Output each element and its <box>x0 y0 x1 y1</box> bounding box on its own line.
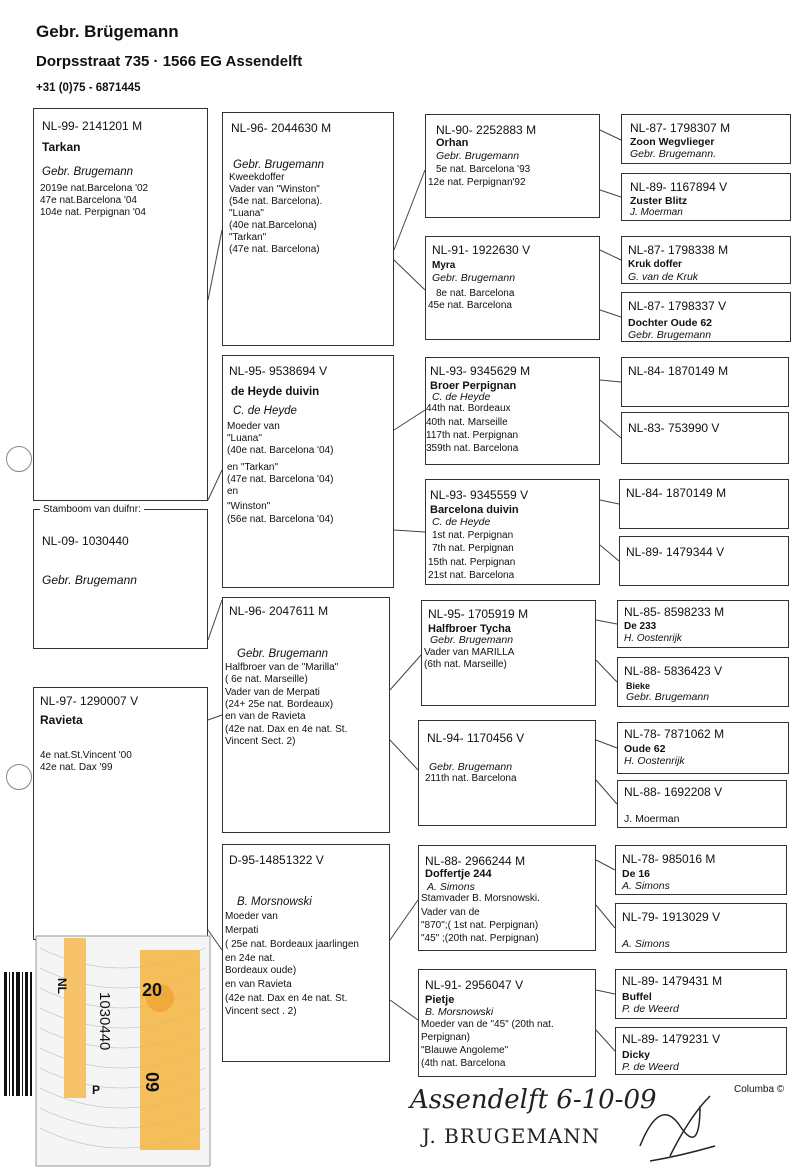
sire-name: Tarkan <box>42 140 81 154</box>
gen4-ring: NL-89- 1479344 V <box>626 545 725 559</box>
gen2-owner: C. de Heyde <box>233 405 297 417</box>
breeder-phone: +31 (0)75 - 6871445 <box>36 82 141 94</box>
gen3-line: 44th nat. Bordeaux <box>426 403 511 414</box>
gen2-ring: NL-95- 9538694 V <box>229 364 328 378</box>
gen3-line: 359th nat. Barcelona <box>426 443 519 454</box>
ring-card-number: 1030440 <box>96 992 113 1051</box>
dam-line: 42e nat. Dax '99 <box>40 762 113 773</box>
gen4-name: Zoon Wegvlieger <box>630 136 715 148</box>
gen4-owner: J. Moerman <box>630 207 683 218</box>
gen2-owner: B. Morsnowski <box>237 896 312 908</box>
gen2-line: Vader van de Merpati <box>225 687 320 698</box>
ring-card-prefix: NL <box>55 978 69 994</box>
gen3-line: (4th nat. Barcelona <box>421 1058 506 1069</box>
sire-line: 104e nat. Perpignan '04 <box>40 207 146 218</box>
gen3-ring: NL-91- 1922630 V <box>432 243 531 257</box>
gen3-owner: Gebr. Brugemann <box>436 150 520 162</box>
gen3-line: 117th nat. Perpignan <box>426 430 519 441</box>
gen3-line: 8e nat. Barcelona <box>436 288 515 299</box>
signature-scribble <box>630 1086 720 1166</box>
brand-mark: Columba © <box>734 1084 785 1095</box>
gen4-ring: NL-79- 1913029 V <box>622 910 721 924</box>
gen2-line: en 24e nat. <box>225 953 276 964</box>
gen4-owner: H. Oostenrijk <box>624 755 685 767</box>
gen3-line: Vader van de <box>421 907 480 918</box>
punch-hole <box>6 764 32 790</box>
sire-line: 2019e nat.Barcelona '02 <box>40 183 149 194</box>
dam-name: Ravieta <box>40 713 83 727</box>
gen3-line: 21st nat. Barcelona <box>428 570 515 581</box>
gen4-ring: NL-88- 1692208 V <box>624 785 723 799</box>
gen2-line: en van de Ravieta <box>225 711 306 722</box>
gen3-name: Halfbroer Tycha <box>428 623 511 635</box>
gen3-ring: NL-94- 1170456 V <box>427 731 525 745</box>
gen3-name: Myra <box>432 260 456 271</box>
gen4-name: Buffel <box>622 991 652 1003</box>
gen2-line: "Luana" <box>227 433 262 444</box>
gen2-line: (47e nat. Barcelona '04) <box>227 474 334 485</box>
gen4-ring: NL-78- 985016 M <box>622 852 716 866</box>
gen2-line: en van Ravieta <box>225 979 292 990</box>
gen4-ring: NL-89- 1167894 V <box>630 180 728 194</box>
gen4-owner: J. Moerman <box>624 813 680 825</box>
gen3-owner: A. Simons <box>427 881 475 893</box>
gen3-ring: NL-95- 1705919 M <box>428 607 529 621</box>
gen2-line: "Tarkan" <box>229 232 267 243</box>
gen2-line: ( 6e nat. Marseille) <box>225 674 308 685</box>
gen4-name: Kruk doffer <box>628 259 682 270</box>
gen3-line: "Blauwe Angoleme" <box>421 1045 509 1056</box>
gen3-line: 15th nat. Perpignan <box>428 557 516 568</box>
gen4-ring: NL-83- 753990 V <box>628 421 720 435</box>
handwritten-name: J. BRUGEMANN <box>422 1124 601 1148</box>
gen4-name: De 233 <box>624 621 657 632</box>
punch-hole <box>6 446 32 472</box>
gen4-ring: NL-87- 1798338 M <box>628 243 729 257</box>
ring-card <box>0 928 212 1168</box>
gen3-owner: C. de Heyde <box>432 391 491 403</box>
subject-ring: NL-09- 1030440 <box>42 534 129 548</box>
gen2-line: Vader van "Winston" <box>229 184 320 195</box>
breeder-name: Gebr. Brügemann <box>36 22 179 41</box>
gen3-line: Perpignan) <box>421 1032 470 1043</box>
gen2-line: (47e nat. Barcelona) <box>229 244 320 255</box>
gen2-line: (40e nat.Barcelona) <box>229 220 317 231</box>
gen3-line: 1st nat. Perpignan <box>432 530 514 541</box>
gen4-ring: NL-84- 1870149 M <box>628 364 729 378</box>
gen3-name: Pietje <box>425 994 455 1006</box>
gen4-name: Oude 62 <box>624 743 666 755</box>
gen4-owner: P. de Weerd <box>622 1061 679 1073</box>
gen3-line: "870";( 1st nat. Perpignan) <box>421 920 539 931</box>
ring-card-year-top: 20 <box>142 980 163 1000</box>
gen3-line: 12e nat. Perpignan'92 <box>428 177 526 188</box>
gen3-line: Vader van MARILLA <box>424 647 515 658</box>
gen3-ring: NL-93- 9345559 V <box>430 488 529 502</box>
gen4-ring: NL-87- 1798337 V <box>628 299 727 313</box>
gen3-ring: NL-88- 2966244 M <box>425 854 526 868</box>
gen4-name: Dochter Oude 62 <box>628 317 713 329</box>
sire-line: 47e nat.Barcelona '04 <box>40 195 137 206</box>
gen2-line: (42e nat. Dax en 4e nat. St. <box>225 724 348 735</box>
ring-card-year-bottom: 09 <box>142 1072 162 1093</box>
ring-card-letter: P <box>92 1083 101 1097</box>
dam-ring: NL-97- 1290007 V <box>40 694 139 708</box>
gen2-line: "Winston" <box>227 501 271 512</box>
gen4-ring: NL-87- 1798307 M <box>630 121 731 135</box>
gen2-ring: D-95-14851322 V <box>229 853 324 867</box>
gen4-ring: NL-85- 8598233 M <box>624 605 725 619</box>
gen4-owner: Gebr. Brugemann <box>628 329 712 341</box>
gen2-line: Merpati <box>225 925 259 936</box>
gen2-line: (56e nat. Barcelona '04) <box>227 514 334 525</box>
sire-owner: Gebr. Brugemann <box>42 166 133 178</box>
gen2-ring: NL-96- 2047611 M <box>229 604 329 618</box>
gen3-ring: NL-90- 2252883 M <box>436 123 537 137</box>
gen3-ring: NL-93- 9345629 M <box>430 364 531 378</box>
gen2-ring: NL-96- 2044630 M <box>231 121 332 135</box>
gen2-line: en "Tarkan" <box>227 462 279 473</box>
gen3-line: "45" ;(20th nat. Perpignan) <box>421 933 539 944</box>
gen4-name: Bieke <box>626 681 651 691</box>
gen3-line: 5e nat. Barcelona '93 <box>436 164 531 175</box>
gen2-line: "Luana" <box>229 208 264 219</box>
gen4-owner: G. van de Kruk <box>628 271 699 283</box>
gen3-owner: Gebr. Brugemann <box>432 272 516 284</box>
gen4-owner: P. de Weerd <box>622 1003 679 1015</box>
gen2-line: Moeder van <box>227 421 280 432</box>
handwritten-place-date: Assendelft 6-10-09 <box>410 1085 657 1115</box>
gen2-line: ( 25e nat. Bordeaux jaarlingen <box>225 939 359 950</box>
gen3-line: Moeder van de "45" (20th nat. <box>421 1019 554 1030</box>
gen3-name: Orhan <box>436 137 469 149</box>
gen3-line: Stamvader B. Morsnowski. <box>421 893 540 904</box>
subject-owner: Gebr. Brugemann <box>42 573 137 587</box>
gen4-name: De 16 <box>622 868 651 880</box>
gen3-owner: C. de Heyde <box>432 516 491 528</box>
gen3-name: Doffertje 244 <box>425 868 492 880</box>
breeder-address: Dorpsstraat 735 · 1566 EG Assendelft <box>36 53 303 70</box>
dam-line: 4e nat.St.Vincent '00 <box>40 750 132 761</box>
gen3-line: 7th nat. Perpignan <box>432 543 514 554</box>
gen4-ring: NL-89- 1479231 V <box>622 1032 721 1046</box>
sire-ring: NL-99- 2141201 M <box>42 119 143 133</box>
gen2-line: (24+ 25e nat. Bordeaux) <box>225 699 334 710</box>
gen2-line: Bordeaux oude) <box>225 965 297 976</box>
gen2-owner: Gebr. Brugemann <box>237 648 328 660</box>
subject-label: Stamboom van duifnr: <box>40 504 144 516</box>
gen4-owner: Gebr. Brugemann. <box>630 148 716 160</box>
gen3-name: Broer Perpignan <box>430 380 517 392</box>
gen2-line: (54e nat. Barcelona). <box>229 196 323 207</box>
gen4-owner: H. Oostenrijk <box>624 633 682 644</box>
gen2-line: (40e nat. Barcelona '04) <box>227 445 334 456</box>
gen2-line: Kweekdoffer <box>229 172 285 183</box>
gen3-line: 211th nat. Barcelona <box>425 773 517 784</box>
gen2-owner: Gebr. Brugemann <box>233 159 324 171</box>
gen4-ring: NL-88- 5836423 V <box>624 664 723 678</box>
gen3-ring: NL-91- 2956047 V <box>425 978 524 992</box>
gen4-owner: A. Simons <box>622 938 670 950</box>
gen2-line: (42e nat. Dax en 4e nat. St. <box>225 993 348 1004</box>
gen4-name: Zuster Blitz <box>630 195 688 207</box>
gen3-line: (6th nat. Marseille) <box>424 659 507 670</box>
gen2-line: en <box>227 486 239 497</box>
gen4-ring: NL-84- 1870149 M <box>626 486 727 500</box>
gen2-line: Halfbroer van de "Marilla" <box>225 662 339 673</box>
gen4-ring: NL-89- 1479431 M <box>622 974 723 988</box>
gen3-line: 40th nat. Marseille <box>426 417 508 428</box>
gen4-ring: NL-78- 7871062 M <box>624 727 725 741</box>
gen2-line: Vincent Sect. 2) <box>225 736 296 747</box>
gen3-name: Barcelona duivin <box>430 504 519 516</box>
gen3-owner: Gebr. Brugemann <box>429 761 513 773</box>
gen4-owner: A. Simons <box>622 880 670 892</box>
gen2-line: Moeder van <box>225 911 278 922</box>
gen4-name: Dicky <box>622 1049 651 1061</box>
gen3-owner: B. Morsnowski <box>425 1006 494 1018</box>
gen2-line: Vincent sect . 2) <box>225 1006 297 1017</box>
gen4-owner: Gebr. Brugemann <box>626 691 710 703</box>
gen2-name: de Heyde duivin <box>231 386 320 398</box>
gen3-owner: Gebr. Brugemann <box>430 634 514 646</box>
gen3-line: 45e nat. Barcelona <box>428 300 512 311</box>
